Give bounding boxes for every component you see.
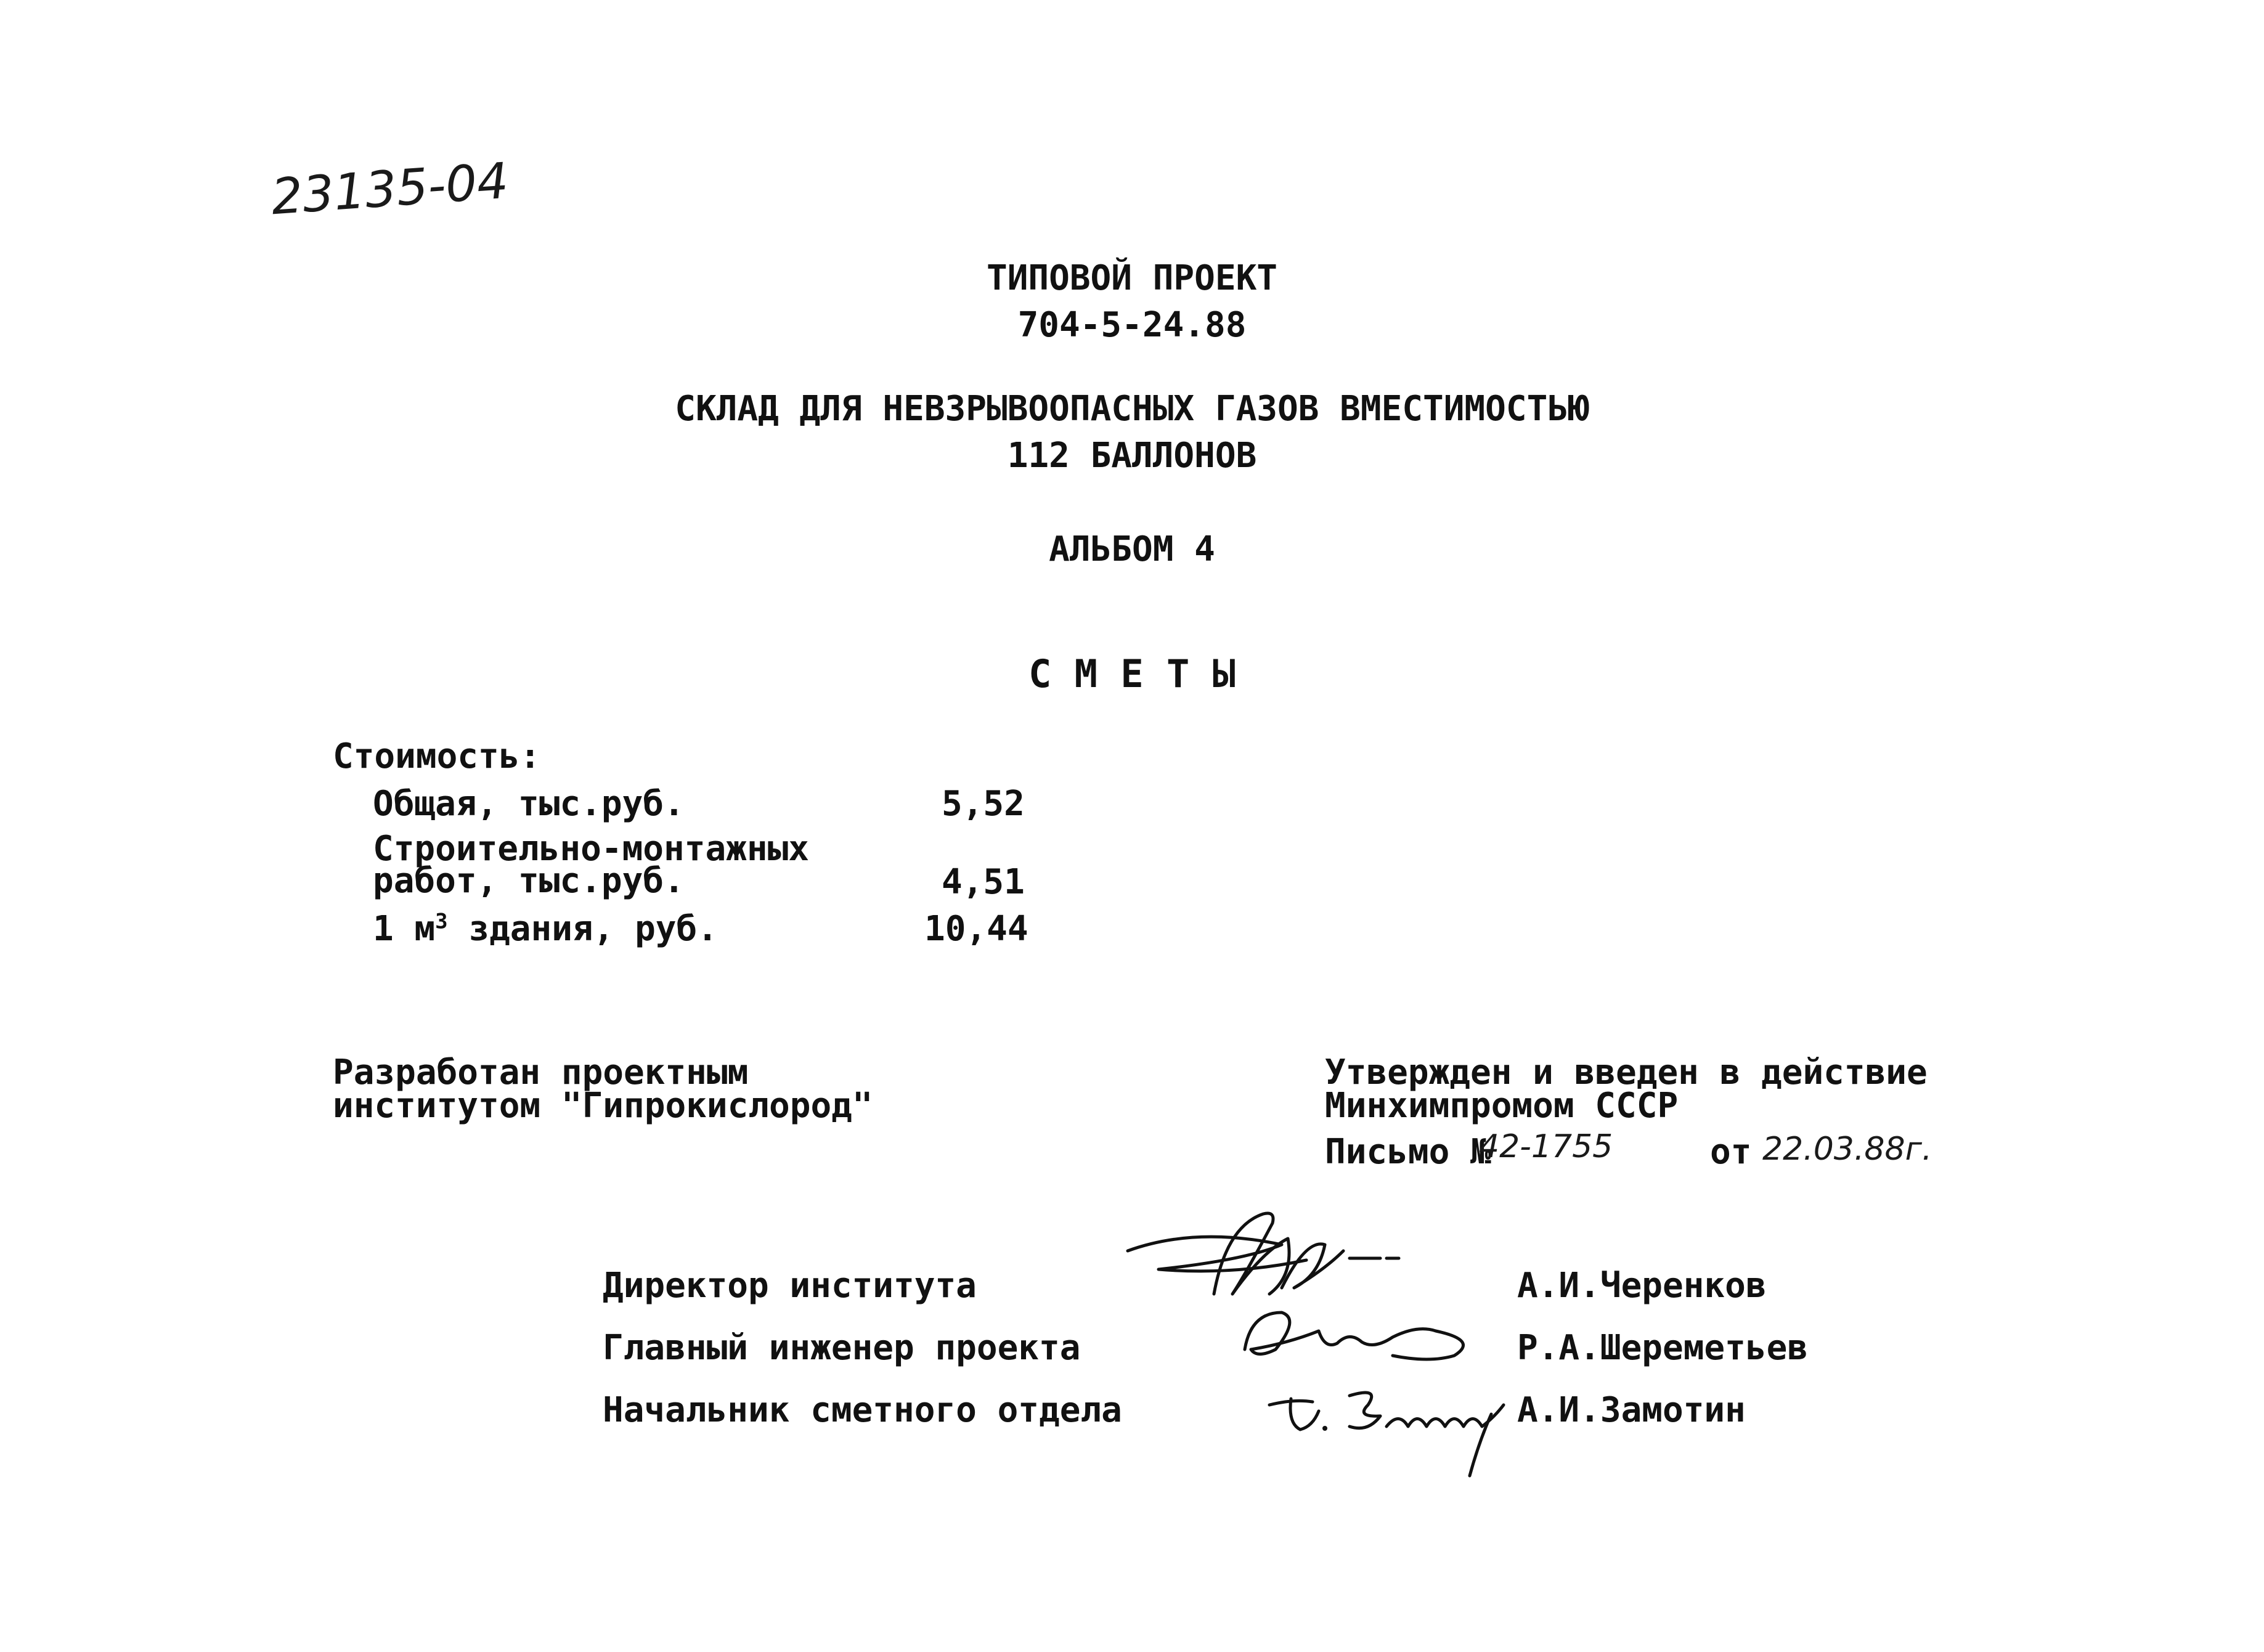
- total-cost-label: Общая, тыс.руб.: [373, 784, 685, 824]
- project-number: 704-5-24.88: [1017, 305, 1247, 345]
- per-m3-suffix: здания, руб.: [447, 909, 718, 949]
- project-type-label: ТИПОВОЙ ПРОЕКТ: [986, 258, 1277, 298]
- developer-line2: институтом "Гипрокислород": [333, 1086, 873, 1126]
- signatory-1-name: А.И.Черенков: [1517, 1266, 1767, 1306]
- inventory-number: 23135-04: [269, 152, 510, 226]
- developer-line1: Разработан проектным: [333, 1052, 749, 1093]
- cost-heading: Стоимость:: [333, 736, 541, 776]
- approval-date-value: 22.03.88г.: [1762, 1131, 1932, 1168]
- signatory-2-name: Р.А.Шереметьев: [1517, 1328, 1809, 1368]
- project-title-line1: СКЛАД ДЛЯ НЕВЗРЫВООПАСНЫХ ГАЗОВ ВМЕСТИМОСТЬЮ: [675, 389, 1589, 429]
- per-m3-prefix: 1 м: [373, 909, 436, 949]
- album-label: АЛЬБОМ 4: [1049, 529, 1215, 569]
- approval-line1: Утвержден и введен в действие: [1325, 1052, 1928, 1093]
- per-m3-superscript: 3: [435, 909, 448, 934]
- signatory-3-position: Начальник сметного отдела: [603, 1390, 1122, 1430]
- approval-date-label: от: [1710, 1132, 1752, 1172]
- project-title-line2: 112 БАЛЛОНОВ: [1007, 436, 1257, 476]
- signatory-3-name: А.И.Замотин: [1517, 1390, 1746, 1430]
- construction-cost-value: 4,51: [942, 862, 1025, 902]
- approval-line2: Минхимпромом СССР: [1325, 1086, 1679, 1126]
- total-cost-value: 5,52: [942, 784, 1025, 824]
- per-m3-cost-value: 10,44: [924, 909, 1028, 949]
- section-title: С М Е Т Ы: [1028, 651, 1236, 696]
- approval-letter-label: Письмо №: [1325, 1132, 1491, 1172]
- per-m3-cost-label: [373, 909, 718, 949]
- signatory-2-position: Главный инженер проекта: [603, 1328, 1081, 1368]
- signature-estimates-head-icon: [1257, 1368, 1528, 1479]
- approval-letter-number: 42-1755: [1479, 1128, 1613, 1165]
- construction-cost-label-line1: Строительно-монтажных: [373, 829, 810, 869]
- signatory-1-position: Директор института: [603, 1266, 977, 1306]
- signature-chief-engineer-icon: [1232, 1294, 1491, 1374]
- construction-cost-label-line2: работ, тыс.руб.: [373, 861, 685, 901]
